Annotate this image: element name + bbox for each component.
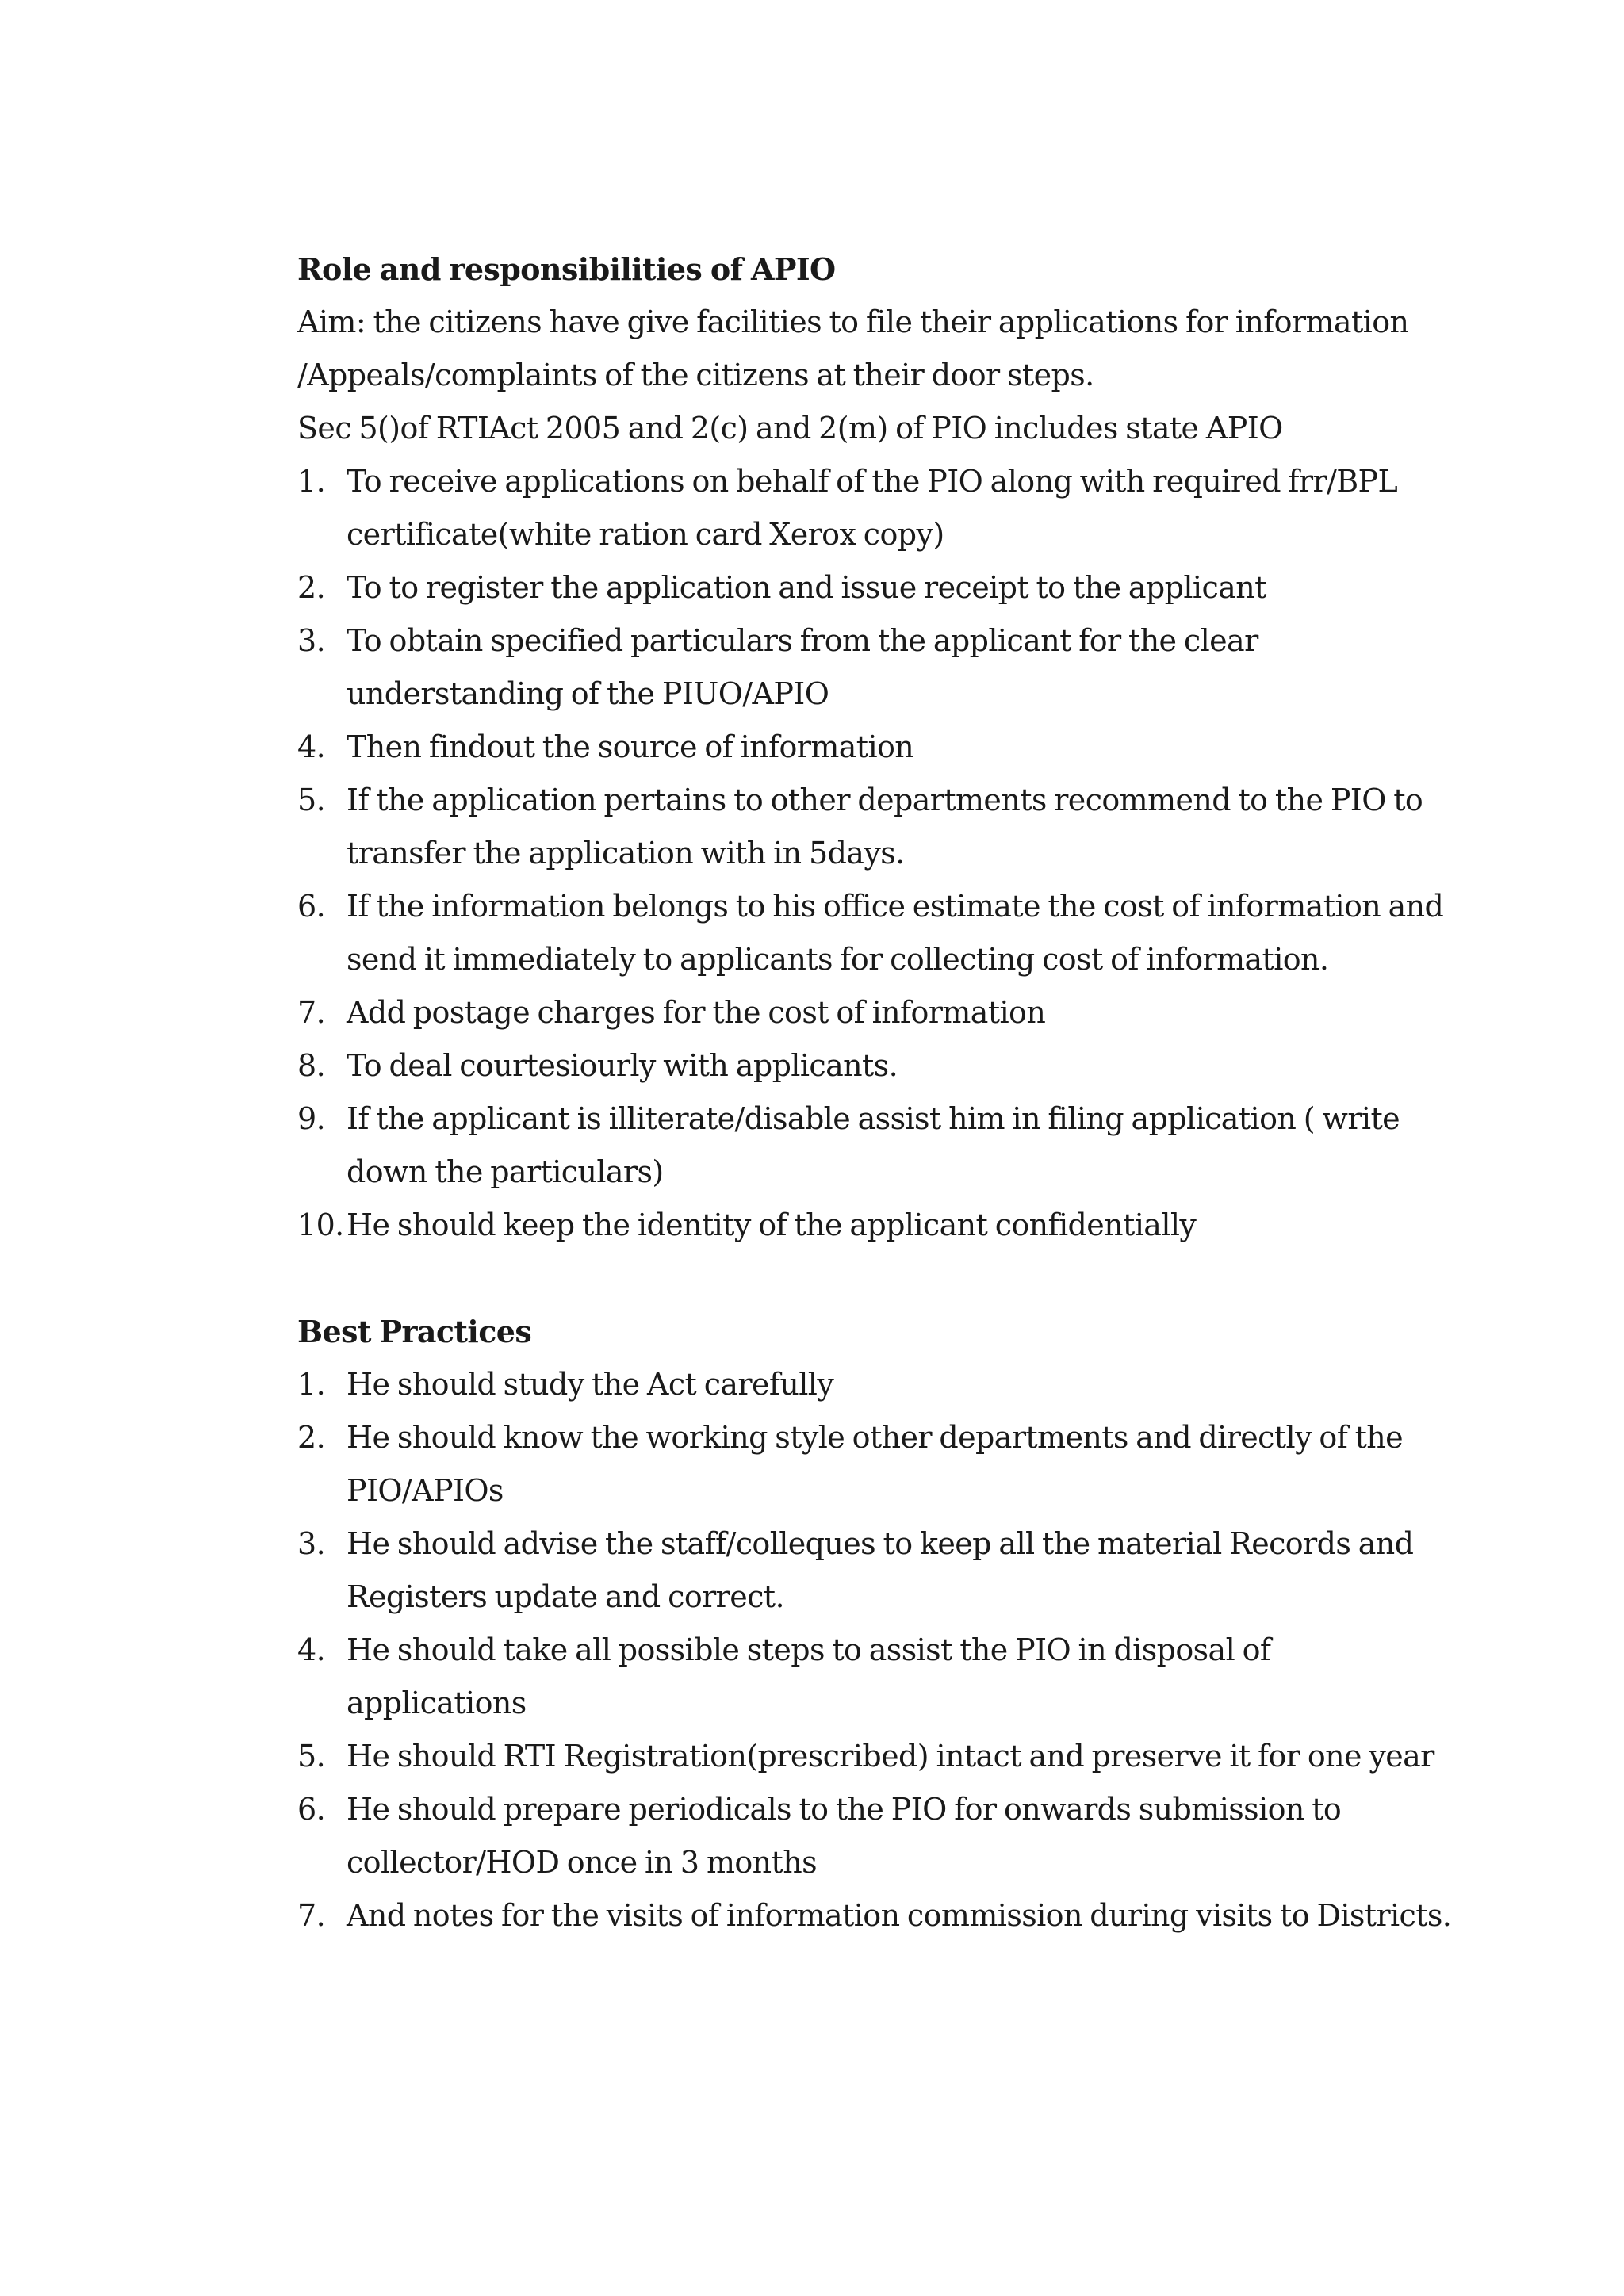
list-item-text: To obtain specified particulars from the applicant for the clear understanding of the PIUO/APIO [347, 623, 1258, 711]
list-item-text: To deal courtesiourly with applicants. [347, 1048, 898, 1083]
list-item [297, 880, 1455, 986]
list-item-number: 9. [297, 1101, 326, 1136]
list-item [297, 1517, 1455, 1624]
list-item-number: 7. [297, 995, 326, 1030]
list-item [297, 1093, 1455, 1199]
list-item [297, 1039, 1455, 1093]
best-practices-list [297, 1358, 1455, 1942]
list-item-text: He should keep the identity of the applicant confidentially [347, 1207, 1197, 1242]
list-item [297, 986, 1455, 1039]
aim-paragraph: Aim: the citizens have give facilities to file their applications for information /Appeals/complaints of the citizens at their door steps. [297, 304, 1409, 392]
section-heading-role: Role and responsibilities of APIO [297, 251, 836, 287]
list-item-number: 5. [297, 783, 326, 817]
list-item-text: He should RTI Registration(prescribed) intact and preserve it for one year [347, 1739, 1434, 1774]
section-heading-best-practices: Best Practices [297, 1314, 532, 1349]
list-item [297, 721, 1455, 774]
list-item-number: 6. [297, 889, 326, 924]
list-item-number: 7. [297, 1898, 326, 1933]
list-item-number: 6. [297, 1792, 326, 1827]
list-item [297, 614, 1455, 721]
list-item [297, 774, 1455, 880]
list-item-number: 3. [297, 623, 326, 658]
list-item [297, 1730, 1455, 1783]
list-item [297, 1358, 1455, 1411]
section-spacer [297, 1252, 1455, 1305]
list-item [297, 561, 1455, 614]
list-item-number: 4. [297, 729, 326, 764]
list-item-number: 1. [297, 1367, 326, 1402]
list-item-text: He should take all possible steps to assist the PIO in disposal of applications [347, 1632, 1271, 1720]
list-item-text: Then findout the source of information [347, 729, 914, 764]
list-item-text: He should prepare periodicals to the PIO for onwards submission to collector/HOD once in 3 months [347, 1792, 1342, 1880]
list-item-number: 10. [297, 1207, 344, 1242]
list-item-number: 2. [297, 1420, 326, 1455]
list-item [297, 455, 1455, 561]
list-item [297, 1889, 1455, 1942]
list-item-text: If the application pertains to other departments recommend to the PIO to transfer the application with in 5days. [347, 783, 1423, 871]
list-item-text: Add postage charges for the cost of information [347, 995, 1046, 1030]
list-item-number: 4. [297, 1632, 326, 1667]
list-item-number: 5. [297, 1739, 326, 1774]
list-item [297, 1783, 1455, 1889]
list-item-text: He should know the working style other departments and directly of the PIO/APIOs [347, 1420, 1404, 1508]
list-item-text: To receive applications on behalf of the PIO along with required frr/BPL certificate(white ration card Xerox copy) [347, 464, 1398, 552]
list-item-text: If the information belongs to his office estimate the cost of information and send it immediately to applicants for collecting cost of information. [347, 889, 1444, 977]
list-item-text: To to register the application and issue receipt to the applicant [347, 570, 1266, 605]
section-reference: Sec 5()of RTIAct 2005 and 2(c) and 2(m) of PIO includes state APIO [297, 411, 1283, 446]
list-item [297, 1199, 1455, 1252]
list-item [297, 1411, 1455, 1517]
list-item-text: He should study the Act carefully [347, 1367, 834, 1402]
list-item-text: He should advise the staff/colleques to keep all the material Records and Registers update and correct. [347, 1526, 1414, 1614]
list-item-number: 3. [297, 1526, 326, 1561]
list-item-text: And notes for the visits of information commission during visits to Districts. [347, 1898, 1452, 1933]
list-item-number: 1. [297, 464, 326, 499]
list-item-text: If the applicant is illiterate/disable assist him in filing application ( write down the particulars) [347, 1101, 1400, 1189]
list-item-number: 2. [297, 570, 326, 605]
responsibilities-list [297, 455, 1455, 1252]
document-page [297, 243, 1455, 1942]
list-item-number: 8. [297, 1048, 326, 1083]
list-item [297, 1624, 1455, 1730]
